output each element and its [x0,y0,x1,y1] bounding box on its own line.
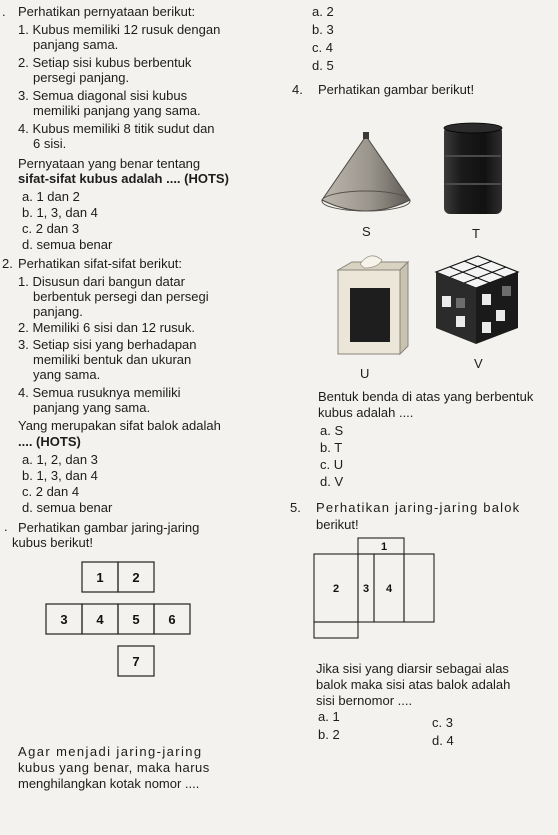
q3-intro: Perhatikan gambar jaring-jaring [18,520,200,535]
q1-statement-2b: persegi panjang. [33,70,130,85]
prev-option-c[interactable]: c. 4 [312,40,333,55]
q5-intro-b: berikut! [316,517,359,532]
q3-question-c: menghilangkan kotak nomor .... [18,776,200,791]
q1-question: Pernyataan yang benar tentang [18,156,201,171]
q2-statement-3b: memiliki bentuk dan ukuran [33,352,192,367]
box-net-label-1: 1 [380,541,388,553]
q1-option-d[interactable]: d. semua benar [22,237,113,252]
q5-intro: Perhatikan jaring-jaring balok [316,500,521,515]
label-v: V [474,356,483,371]
q1-statement-3: 3. Semua diagonal sisi kubus [18,88,188,103]
q2-option-a[interactable]: a. 1, 2, dan 3 [22,452,98,467]
q4-question-b: kubus adalah .... [318,405,414,420]
box-net-label-3: 3 [362,583,370,595]
q1-marker: . [2,4,6,19]
q2-statement-2: 2. Memiliki 6 sisi dan 12 rusuk. [18,320,196,335]
q2-statement-1b: berbentuk persegi dan persegi [33,289,209,304]
q4-option-b[interactable]: b. T [320,440,343,455]
q3-marker: . [4,519,8,534]
net-label-3: 3 [60,612,68,627]
label-u: U [360,366,370,381]
label-t: T [472,226,480,241]
object-s-cone-icon [316,130,416,220]
q2-option-d[interactable]: d. semua benar [22,500,113,515]
q1-statement-3b: memiliki panjang yang sama. [33,103,201,118]
cube-net-figure [40,560,200,685]
q1-option-a[interactable]: a. 1 dan 2 [22,189,80,204]
box-net-figure [300,534,440,646]
q1-statement-4: 4. Kubus memiliki 8 titik sudut dan [18,121,215,136]
q3-question-b: kubus yang benar, maka harus [18,760,210,775]
prev-option-d[interactable]: d. 5 [312,58,334,73]
q2-marker: 2. [2,256,13,271]
box-net-cell-5 [404,554,434,622]
q2-option-b[interactable]: b. 1, 3, dan 4 [22,468,98,483]
q2-intro: Perhatikan sifat-sifat berikut: [18,256,183,271]
q3-intro-b: kubus berikut! [12,535,93,550]
q3-question: Agar menjadi jaring-jaring [18,744,203,759]
label-s: S [362,224,371,239]
object-u-tissue-box-icon [330,250,410,360]
q2-option-c[interactable]: c. 2 dan 4 [22,484,80,499]
q1-intro: Perhatikan pernyataan berikut: [18,4,196,19]
q2-statement-1: 1. Disusun dari bangun datar [18,274,185,289]
q2-statement-3: 3. Setiap sisi yang berhadapan [18,337,197,352]
q1-statement-4b: 6 sisi. [33,136,67,151]
q4-question: Bentuk benda di atas yang berbentuk [318,389,534,404]
q2-statement-4b: panjang yang sama. [33,400,151,415]
q4-option-c[interactable]: c. U [320,457,344,472]
q1-statement-2: 2. Setiap sisi kubus berbentuk [18,55,192,70]
q5-question-b: balok maka sisi atas balok adalah [316,677,511,692]
q5-question: Jika sisi yang diarsir sebagai alas [316,661,509,676]
q2-question-b: .... (HOTS) [18,434,81,449]
q2-question: Yang merupakan sifat balok adalah [18,418,221,433]
net-label-1: 1 [96,570,104,585]
prev-option-a[interactable]: a. 2 [312,4,334,19]
q1-statement-1: 1. Kubus memiliki 12 rusuk dengan [18,22,221,37]
object-t-barrel-icon [438,120,508,220]
q4-intro: Perhatikan gambar berikut! [318,82,475,97]
box-net-cell-6 [314,622,358,638]
net-label-5: 5 [132,612,140,627]
box-net-label-4: 4 [385,583,393,595]
q2-statement-4: 4. Semua rusuknya memiliki [18,385,181,400]
net-label-6: 6 [168,612,176,627]
q1-statement-1b: panjang sama. [33,37,119,52]
q4-option-d[interactable]: d. V [320,474,344,489]
q5-option-b[interactable]: b. 2 [318,727,340,742]
q4-number: 4. [292,82,303,97]
q2-statement-1c: panjang. [33,304,83,319]
q4-option-a[interactable]: a. S [320,423,344,438]
net-label-7: 7 [132,654,140,669]
net-label-2: 2 [132,570,140,585]
q1-option-c[interactable]: c. 2 dan 3 [22,221,80,236]
q5-option-c[interactable]: c. 3 [432,715,453,730]
q1-option-b[interactable]: b. 1, 3, dan 4 [22,205,98,220]
net-label-4: 4 [96,612,104,627]
prev-option-b[interactable]: b. 3 [312,22,334,37]
q1-question-b: sifat-sifat kubus adalah .... (HOTS) [18,171,229,186]
q5-option-d[interactable]: d. 4 [432,733,454,748]
object-v-rubik-cube-icon [430,250,522,348]
box-net-label-2: 2 [332,583,340,595]
q2-statement-3c: yang sama. [33,367,101,382]
q5-question-c: sisi bernomor .... [316,693,413,708]
q5-option-a[interactable]: a. 1 [318,709,340,724]
q5-number: 5. [290,500,301,515]
